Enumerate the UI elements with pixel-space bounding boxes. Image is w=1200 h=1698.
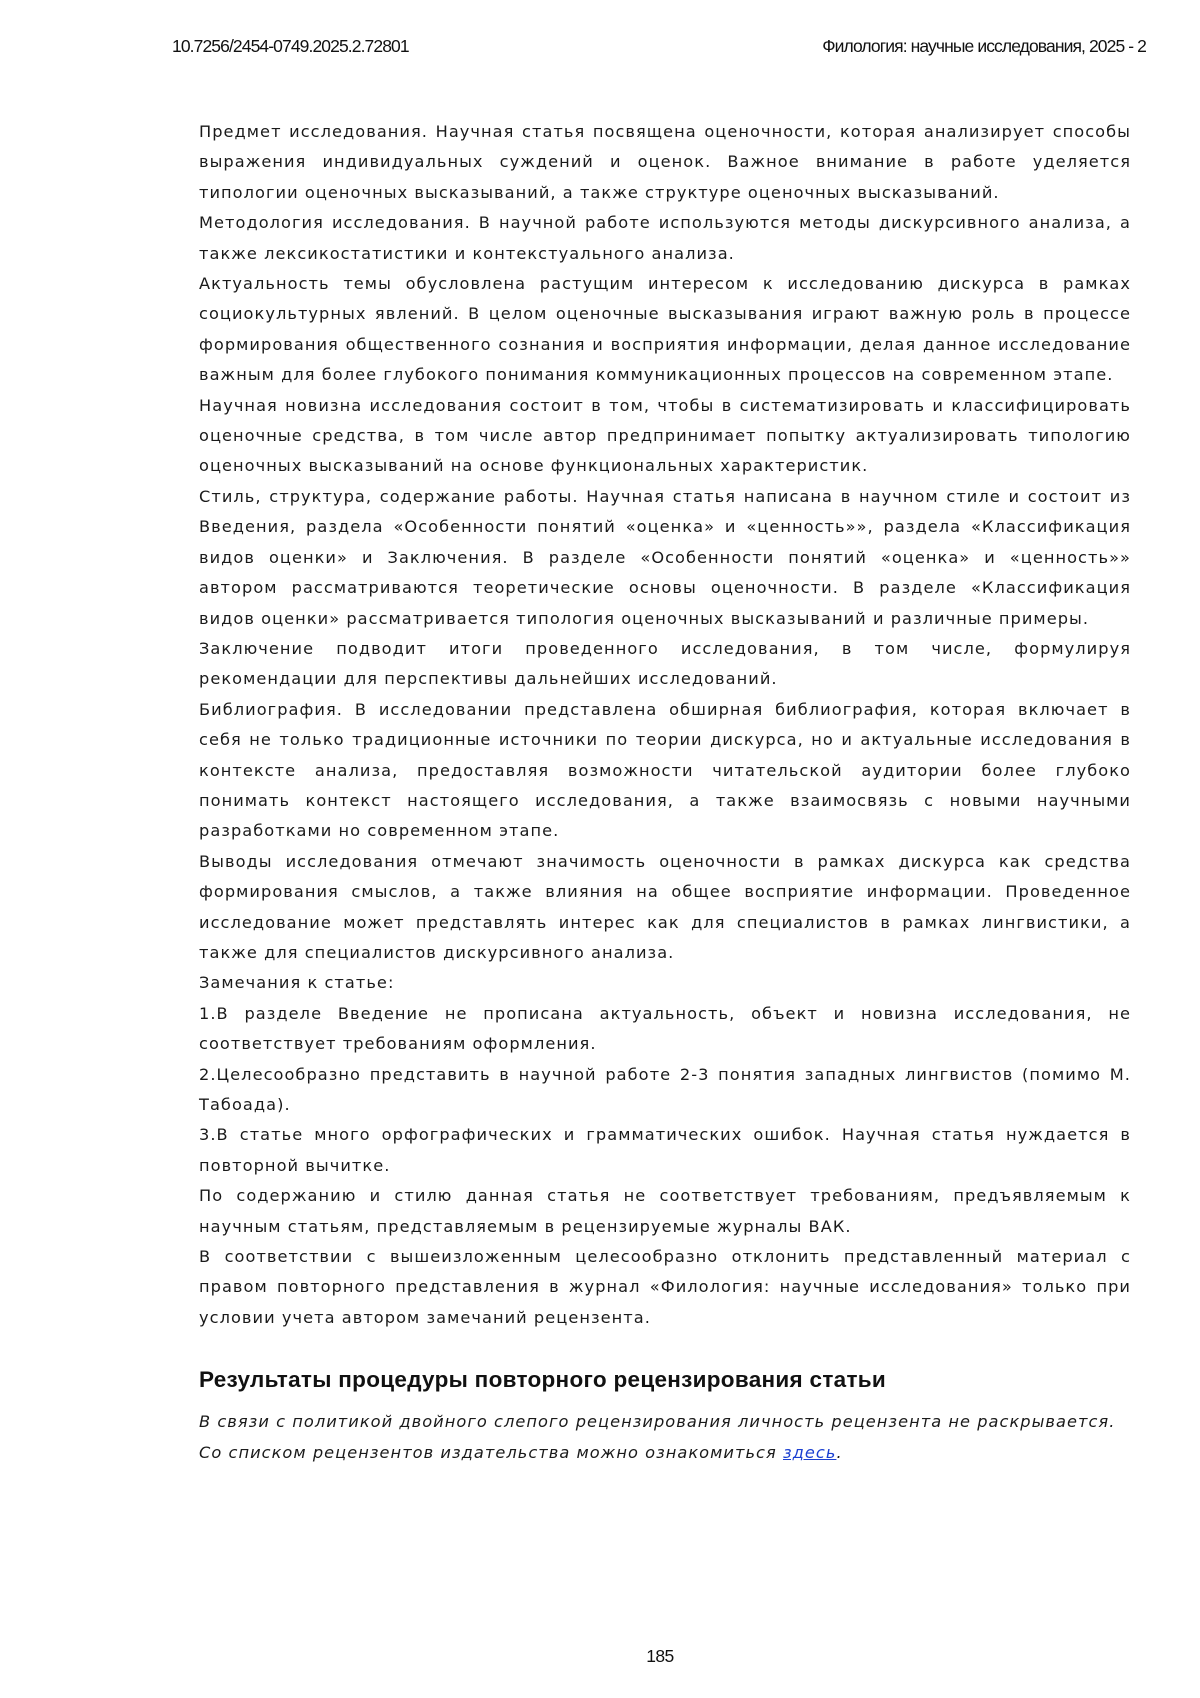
page-number: 185 [0,1646,1200,1667]
paragraph-subject: Предмет исследования. Научная статья посвящена оценочности, которая анализирует способы выражения индивидуальных суждений и оценок. Важное внимание в работе уделяется типологии оценочных высказываний, а также структуре оценочных высказываний. [199,117,1131,208]
paragraph-style-assessment: По содержанию и стилю данная статья не соответствует требованиям, предъявляемым к научным статьям, представляемым в рецензируемые журналы ВАК. [199,1181,1131,1242]
section-title: Результаты процедуры повторного рецензирования статьи [199,1363,1131,1397]
paragraph-structure: Стиль, структура, содержание работы. Научная статья написана в научном стиле и состоит из Введения, раздела «Особенности понятий «оценка» и «ценность»», раздела «Классификация видов оценки» и Заключения. В разделе «Особенности понятий «оценка» и «ценность»» автором рассматриваются теоретические основы оценочности. В разделе «Классификация видов оценки» рассматривается типология оценочных высказываний и различные примеры. [199,482,1131,634]
paragraph-remarks-heading: Замечания к статье: [199,968,1131,998]
reviewers-list-link[interactable]: здесь [783,1443,836,1462]
reviewers-list-end: . [836,1443,842,1462]
paragraph-bibliography: Библиография. В исследовании представлена обширная библиография, которая включает в себя не только традиционные источники по теории дискурса, но и актуальные исследования в контексте анализа, предоставляя возможности читательской аудитории более глубоко понимать контекст настоящего исследования, а также взаимосвязь с новыми научными разработками но современном этапе. [199,695,1131,847]
paragraph-recommendation: В соответствии с вышеизложенным целесообразно отклонить представленный материал с правом повторного представления в журнал «Филология: научные исследования» только при условии учета автором замечаний рецензента. [199,1242,1131,1333]
review-notes [199,1407,1131,1468]
reviewers-list-text: Со списком рецензентов издательства можно ознакомиться [199,1443,783,1462]
paragraph-novelty: Научная новизна исследования состоит в том, чтобы в систематизировать и классифицировать оценочные средства, в том числе автор предпринимает попытку актуализировать типологию оценочных высказываний на основе функциональных характеристик. [199,391,1131,482]
paragraph-conclusion: Заключение подводит итоги проведенного исследования, в том числе, формулируя рекомендации для перспективы дальнейших исследований. [199,634,1131,695]
page-header [172,36,1146,62]
paragraph-remark-3: 3.В статье много орфографических и грамматических ошибок. Научная статья нуждается в повторной вычитке. [199,1120,1131,1181]
paragraph-findings: Выводы исследования отмечают значимость оценочности в рамках дискурса как средства формирования смыслов, а также влияния на общее восприятие информации. Проведенное исследование может представлять интерес как для специалистов в рамках лингвистики, а также для специалистов дискурсивного анализа. [199,847,1131,969]
doi-label: 10.7256/2454-0749.2025.2.72801 [172,36,409,57]
paragraph-relevance: Актуальность темы обусловлена растущим интересом к исследованию дискурса в рамках социокультурных явлений. В целом оценочные высказывания играют важную роль в процессе формирования общественного сознания и восприятия информации, делая данное исследование важным для более глубокого понимания коммуникационных процессов на современном этапе. [199,269,1131,391]
paragraph-remark-1: 1.В разделе Введение не прописана актуальность, объект и новизна исследования, не соответствует требованиям оформления. [199,999,1131,1060]
review-body [199,117,1131,1468]
reviewers-list-note [199,1438,1131,1468]
blind-review-note: В связи с политикой двойного слепого рецензирования личность рецензента не раскрывается. [199,1407,1131,1437]
paragraph-remark-2: 2.Целесообразно представить в научной работе 2-3 понятия западных лингвистов (помимо М. Табоада). [199,1060,1131,1121]
journal-title: Филология: научные исследования, 2025 - 2 [822,36,1146,57]
paragraph-methodology: Методология исследования. В научной работе используются методы дискурсивного анализа, а также лексикостатистики и контекстуального анализа. [199,208,1131,269]
